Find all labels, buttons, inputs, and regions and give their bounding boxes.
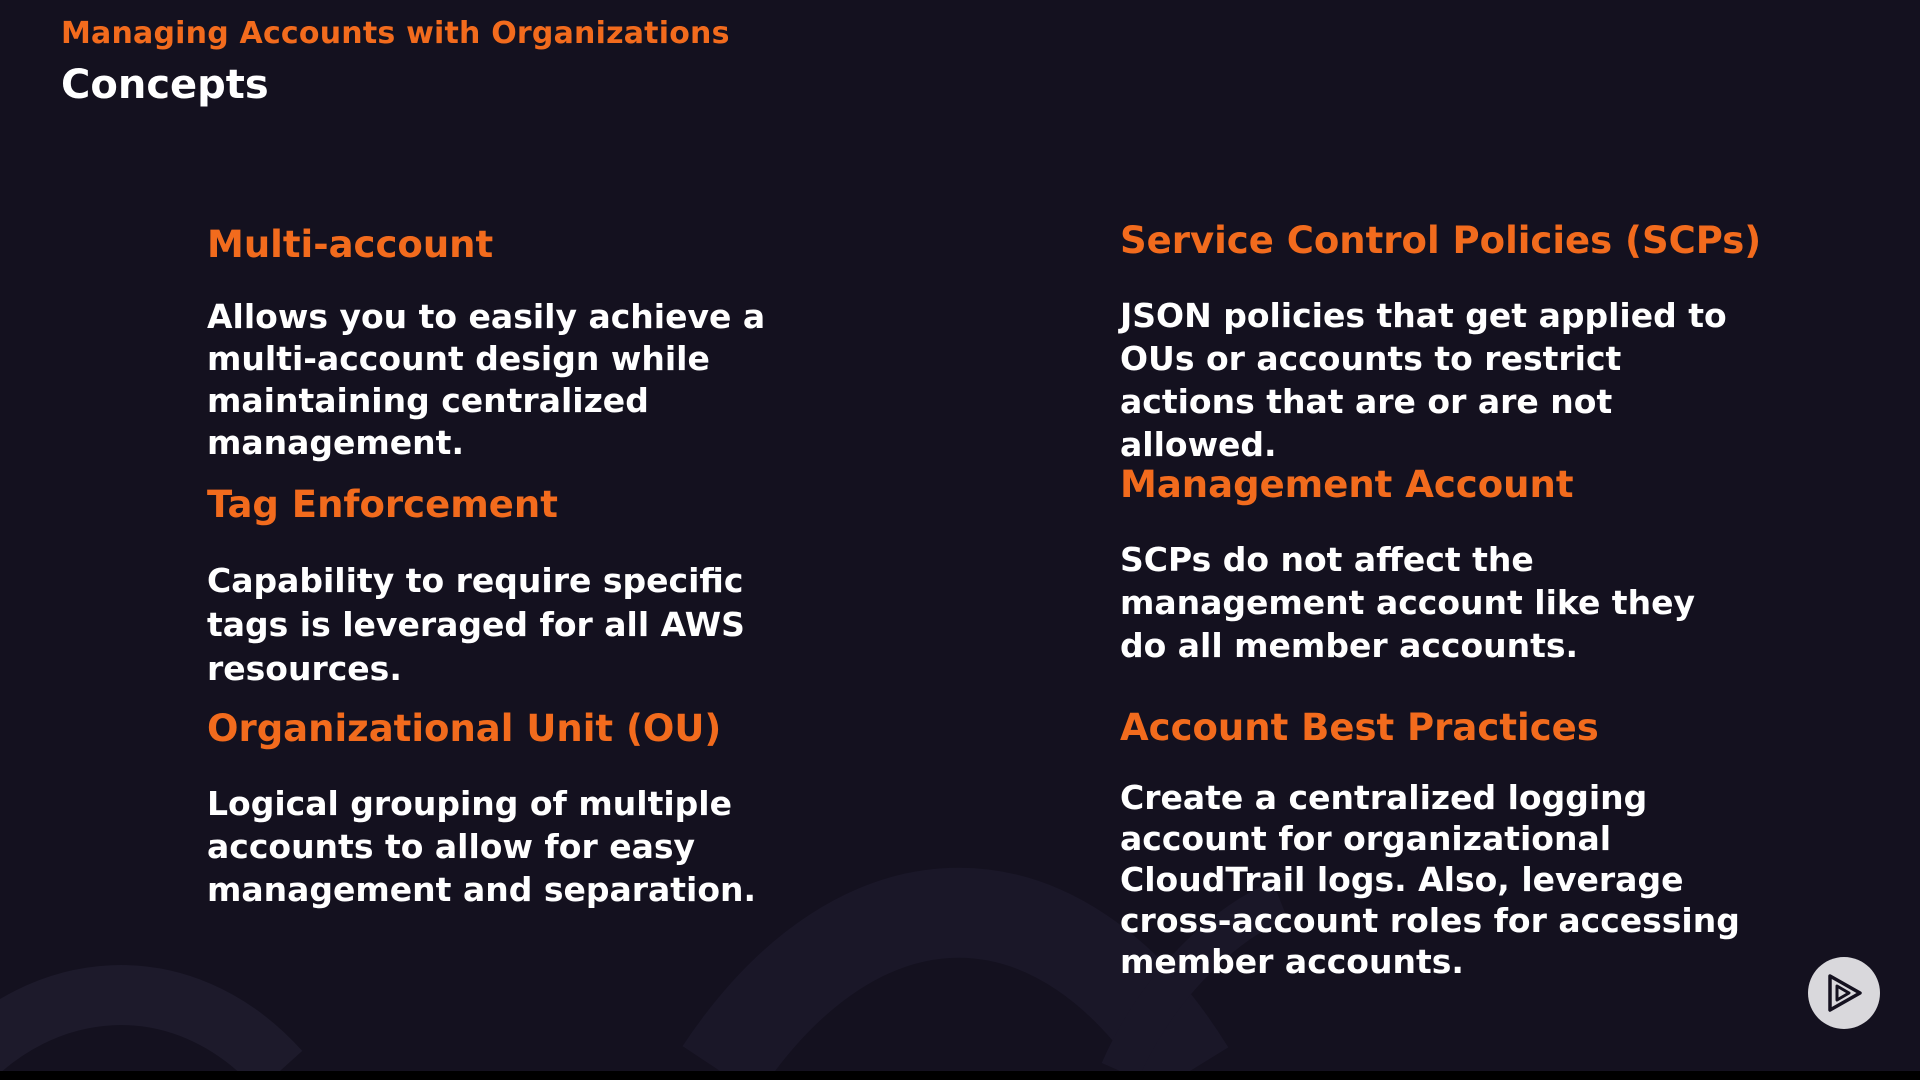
pluralsight-play-icon — [1822, 971, 1866, 1015]
slide-title: Concepts — [61, 62, 269, 108]
concept-body: Capability to require specific tags is leveraged for all AWS resources. — [207, 561, 745, 688]
concept-tag-enforcement — [207, 482, 827, 691]
concept-heading: Tag Enforcement — [207, 483, 558, 526]
concept-multi-account — [207, 222, 827, 464]
concept-heading: Account Best Practices — [1120, 706, 1599, 749]
pluralsight-play-button[interactable] — [1808, 957, 1880, 1029]
concept-account-best-practices — [1120, 705, 1740, 982]
concept-heading: Service Control Policies (SCPs) — [1120, 219, 1762, 262]
concept-body: Allows you to easily achieve a multi-account design while maintaining centralized management. — [207, 297, 766, 462]
concept-body: JSON policies that get applied to OUs or accounts to restrict actions that are or are not allowed. — [1120, 296, 1727, 464]
concept-service-control-policies — [1120, 218, 1762, 466]
course-title: Managing Accounts with Organizations — [61, 16, 730, 51]
concept-body: Create a centralized logging account for organizational CloudTrail logs. Also, leverage cross-account roles for accessing member accounts. — [1120, 778, 1740, 981]
concept-management-account — [1120, 462, 1720, 667]
bottom-bar — [0, 1071, 1920, 1080]
concept-body: SCPs do not affect the management account like they do all member accounts. — [1120, 540, 1695, 665]
concept-heading: Management Account — [1120, 463, 1574, 506]
concept-organizational-unit — [207, 706, 827, 911]
concept-heading: Organizational Unit (OU) — [207, 707, 722, 750]
concept-body: Logical grouping of multiple accounts to allow for easy management and separation. — [207, 784, 757, 909]
concept-heading: Multi-account — [207, 223, 494, 266]
